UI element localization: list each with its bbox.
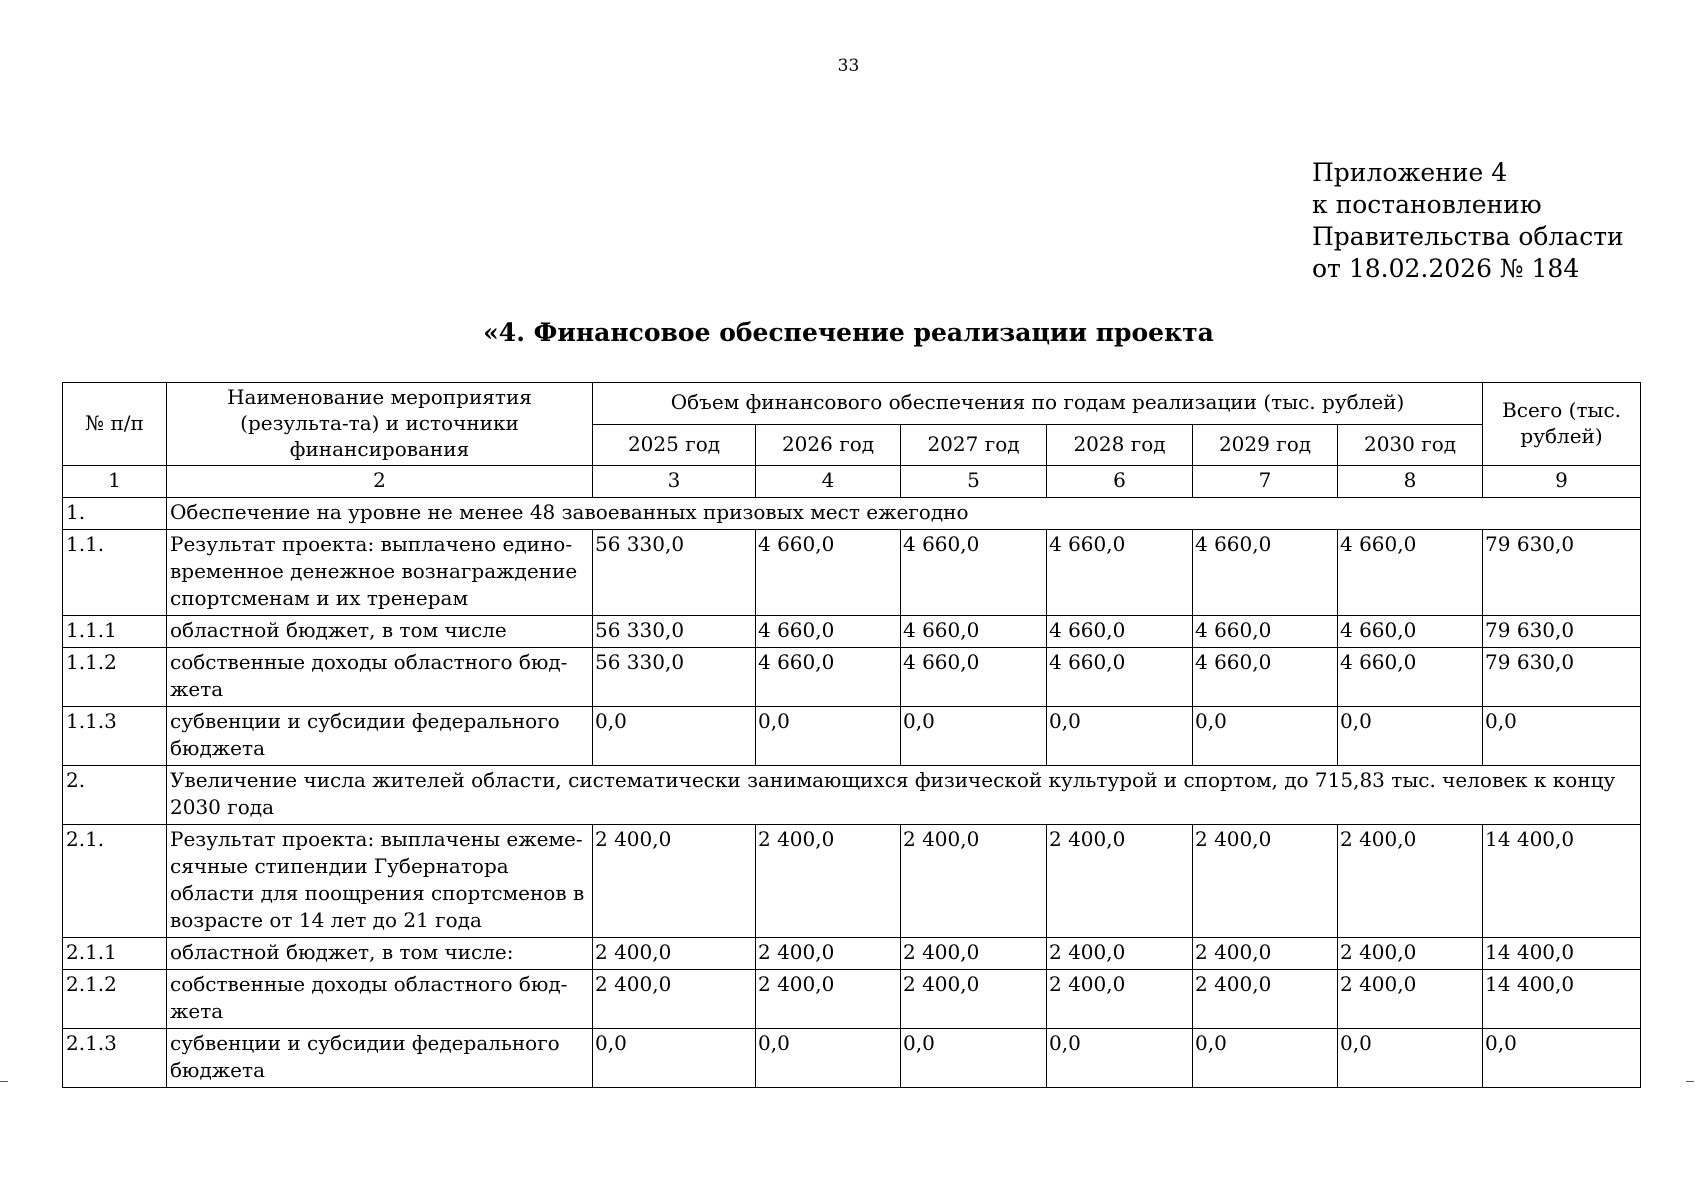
row-number: 1.1.1 <box>63 616 167 648</box>
row-number: 1. <box>63 498 167 530</box>
row-number: 2.1. <box>63 825 167 938</box>
value-cell: 0,0 <box>901 1029 1047 1088</box>
row-number: 2.1.2 <box>63 970 167 1029</box>
value-cell: 0,0 <box>1047 1029 1193 1088</box>
header-number: № п/п <box>63 383 167 466</box>
row-number: 1.1.3 <box>63 707 167 766</box>
value-cell: 0,0 <box>1338 707 1483 766</box>
section-row <box>63 498 1641 530</box>
value-cell: 2 400,0 <box>901 938 1047 970</box>
value-cell: 2 400,0 <box>756 825 901 938</box>
total-cell: 79 630,0 <box>1483 530 1641 616</box>
header-volume: Объем финансового обеспечения по годам реализации (тыс. рублей) <box>593 383 1483 425</box>
total-cell: 14 400,0 <box>1483 825 1641 938</box>
table-row <box>63 1029 1641 1088</box>
value-cell: 2 400,0 <box>1338 938 1483 970</box>
header-row <box>63 383 1641 425</box>
row-name: собственные доходы областного бюд-жета <box>167 648 593 707</box>
value-cell: 0,0 <box>1193 707 1338 766</box>
value-cell: 4 660,0 <box>1193 648 1338 707</box>
table-row <box>63 616 1641 648</box>
financing-table <box>62 382 1641 1088</box>
scan-edge-mark <box>1686 1081 1694 1082</box>
value-cell: 56 330,0 <box>593 530 756 616</box>
section-text: Обеспечение на уровне не менее 48 завоеванных призовых мест ежегодно <box>167 498 1641 530</box>
value-cell: 4 660,0 <box>1193 530 1338 616</box>
column-number: 3 <box>593 466 756 498</box>
row-name: субвенции и субсидии федерального бюджета <box>167 1029 593 1088</box>
value-cell: 4 660,0 <box>1338 530 1483 616</box>
column-number: 7 <box>1193 466 1338 498</box>
value-cell: 0,0 <box>756 1029 901 1088</box>
column-number: 8 <box>1338 466 1483 498</box>
value-cell: 2 400,0 <box>1193 938 1338 970</box>
value-cell: 4 660,0 <box>1338 616 1483 648</box>
value-cell: 4 660,0 <box>901 616 1047 648</box>
value-cell: 4 660,0 <box>1047 616 1193 648</box>
page-number: 33 <box>837 56 860 76</box>
value-cell: 2 400,0 <box>1047 938 1193 970</box>
header-year: 2028 год <box>1047 424 1193 466</box>
total-cell: 79 630,0 <box>1483 648 1641 707</box>
value-cell: 4 660,0 <box>1193 616 1338 648</box>
column-number: 6 <box>1047 466 1193 498</box>
total-cell: 14 400,0 <box>1483 938 1641 970</box>
table-row <box>63 707 1641 766</box>
appendix-line: Правительства области <box>1312 222 1624 251</box>
header-total: Всего (тыс. рублей) <box>1483 383 1641 466</box>
table-row <box>63 825 1641 938</box>
value-cell: 0,0 <box>756 707 901 766</box>
value-cell: 4 660,0 <box>756 648 901 707</box>
column-number: 1 <box>63 466 167 498</box>
row-name: Результат проекта: выплачено едино-временное денежное вознаграждение спортсменам и их тренерам <box>167 530 593 616</box>
value-cell: 2 400,0 <box>1338 825 1483 938</box>
value-cell: 56 330,0 <box>593 648 756 707</box>
appendix-line: от 18.02.2026 № 184 <box>1312 254 1580 283</box>
column-number: 2 <box>167 466 593 498</box>
row-name: собственные доходы областного бюд-жета <box>167 970 593 1029</box>
row-number: 1.1. <box>63 530 167 616</box>
row-number: 2. <box>63 766 167 825</box>
value-cell: 2 400,0 <box>901 970 1047 1029</box>
row-name: областной бюджет, в том числе <box>167 616 593 648</box>
header-year: 2025 год <box>593 424 756 466</box>
row-number: 1.1.2 <box>63 648 167 707</box>
value-cell: 0,0 <box>593 1029 756 1088</box>
column-number: 9 <box>1483 466 1641 498</box>
value-cell: 2 400,0 <box>593 970 756 1029</box>
row-name: областной бюджет, в том числе: <box>167 938 593 970</box>
value-cell: 4 660,0 <box>1047 648 1193 707</box>
appendix-line: к постановлению <box>1312 190 1542 219</box>
value-cell: 0,0 <box>593 707 756 766</box>
value-cell: 4 660,0 <box>756 530 901 616</box>
row-number: 2.1.1 <box>63 938 167 970</box>
value-cell: 4 660,0 <box>1047 530 1193 616</box>
value-cell: 2 400,0 <box>1193 970 1338 1029</box>
document-title: «4. Финансовое обеспечение реализации проекта <box>483 318 1214 347</box>
header-year: 2027 год <box>901 424 1047 466</box>
value-cell: 4 660,0 <box>756 616 901 648</box>
value-cell: 2 400,0 <box>1047 970 1193 1029</box>
appendix-line: Приложение 4 <box>1312 158 1508 187</box>
value-cell: 0,0 <box>1047 707 1193 766</box>
table-row <box>63 648 1641 707</box>
value-cell: 2 400,0 <box>593 825 756 938</box>
value-cell: 0,0 <box>1193 1029 1338 1088</box>
total-cell: 14 400,0 <box>1483 970 1641 1029</box>
value-cell: 0,0 <box>1338 1029 1483 1088</box>
column-number: 5 <box>901 466 1047 498</box>
scan-edge-mark <box>0 1081 8 1082</box>
total-cell: 0,0 <box>1483 1029 1641 1088</box>
value-cell: 56 330,0 <box>593 616 756 648</box>
value-cell: 4 660,0 <box>901 530 1047 616</box>
value-cell: 2 400,0 <box>1193 825 1338 938</box>
section-text: Увеличение числа жителей области, систематически занимающихся физической культурой и спортом, до 715,83 тыс. человек к концу 2030 года <box>167 766 1641 825</box>
table-row <box>63 938 1641 970</box>
value-cell: 4 660,0 <box>1338 648 1483 707</box>
header-year: 2030 год <box>1338 424 1483 466</box>
value-cell: 2 400,0 <box>1338 970 1483 1029</box>
value-cell: 2 400,0 <box>901 825 1047 938</box>
table-row <box>63 530 1641 616</box>
value-cell: 4 660,0 <box>901 648 1047 707</box>
header-name: Наименование мероприятия (результа-та) и источники финансирования <box>167 383 593 466</box>
header-year: 2029 год <box>1193 424 1338 466</box>
row-name: Результат проекта: выплачены ежеме-сячные стипендии Губернатора области для поощрения спортсменов в возрасте от 14 лет до 21 года <box>167 825 593 938</box>
section-row <box>63 766 1641 825</box>
value-cell: 2 400,0 <box>1047 825 1193 938</box>
total-cell: 0,0 <box>1483 707 1641 766</box>
column-number-row <box>63 466 1641 498</box>
appendix-note <box>1312 157 1624 285</box>
value-cell: 0,0 <box>901 707 1047 766</box>
row-name: субвенции и субсидии федерального бюджета <box>167 707 593 766</box>
row-number: 2.1.3 <box>63 1029 167 1088</box>
column-number: 4 <box>756 466 901 498</box>
value-cell: 2 400,0 <box>756 938 901 970</box>
total-cell: 79 630,0 <box>1483 616 1641 648</box>
table-row <box>63 970 1641 1029</box>
value-cell: 2 400,0 <box>593 938 756 970</box>
value-cell: 2 400,0 <box>756 970 901 1029</box>
header-year: 2026 год <box>756 424 901 466</box>
